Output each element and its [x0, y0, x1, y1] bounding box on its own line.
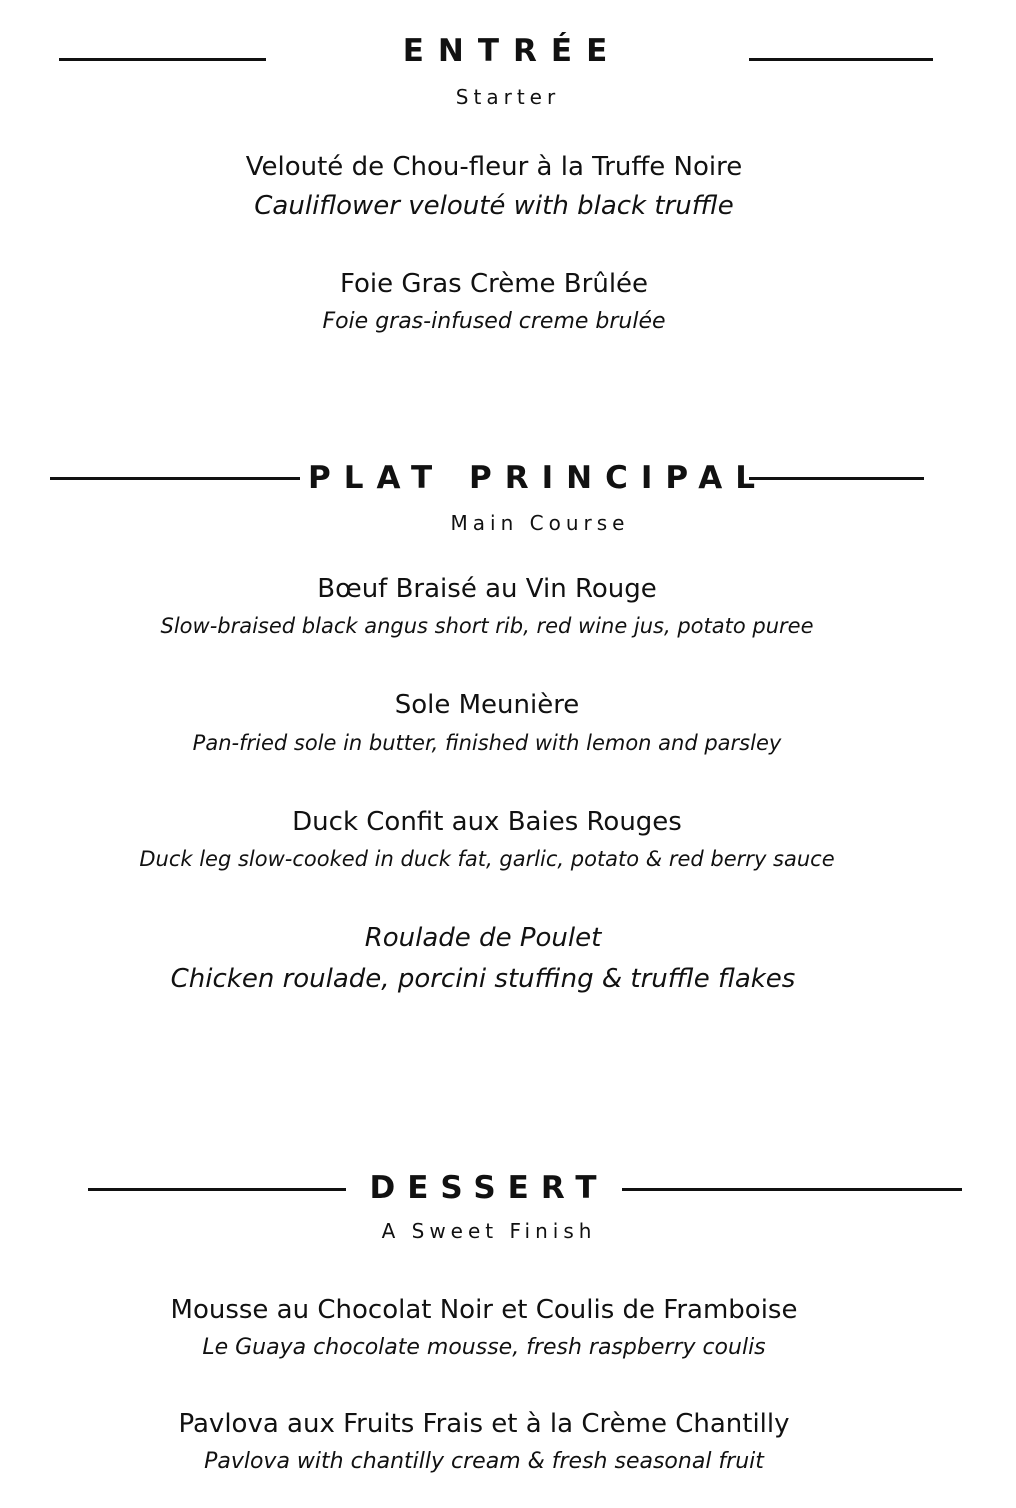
- main-dish-2-name: Sole Meunière: [394, 690, 580, 720]
- main-dish-3-name: Duck Confit aux Baies Rouges: [292, 807, 682, 837]
- main-dish-1-description: Slow-braised black angus short rib, red wine jus, potato puree: [160, 614, 814, 638]
- main-dish-3-description: Duck leg slow-cooked in duck fat, garlic, potato & red berry sauce: [139, 847, 835, 871]
- dessert-dish-1-description: Le Guaya chocolate mousse, fresh raspberry coulis: [202, 1335, 766, 1360]
- main-subheading: Main Course: [450, 511, 630, 535]
- main-dish-4-description: Chicken roulade, porcini stuffing & truffle flakes: [170, 964, 796, 994]
- entree-dish-2-name: Foie Gras Crème Brûlée: [339, 269, 649, 299]
- dessert-subheading: A Sweet Finish: [381, 1219, 597, 1243]
- entree-dish-1-description: Cauliflower velouté with black truffle: [254, 191, 734, 221]
- entree-heading: ENTRÉE: [402, 33, 622, 69]
- dessert-dish-1-name: Mousse au Chocolat Noir et Coulis de Framboise: [170, 1295, 798, 1325]
- main-dish-2-description: Pan-fried sole in butter, finished with lemon and parsley: [192, 731, 782, 755]
- dessert-heading: DESSERT: [369, 1170, 609, 1206]
- dessert-dish-2-name: Pavlova aux Fruits Frais et à la Crème Chantilly: [178, 1409, 790, 1439]
- main-heading: PLAT PRINCIPAL: [308, 460, 768, 496]
- main-dish-1-name: Bœuf Braisé au Vin Rouge: [317, 574, 657, 604]
- entree-subheading: Starter: [455, 85, 561, 109]
- entree-dish-2-description: Foie gras-infused creme brulée: [322, 309, 666, 334]
- main-dish-4-name: Roulade de Poulet: [364, 923, 602, 953]
- dessert-dish-2-description: Pavlova with chantilly cream & fresh seasonal fruit: [204, 1449, 764, 1474]
- entree-dish-1-name: Velouté de Chou-fleur à la Truffe Noire: [245, 152, 743, 182]
